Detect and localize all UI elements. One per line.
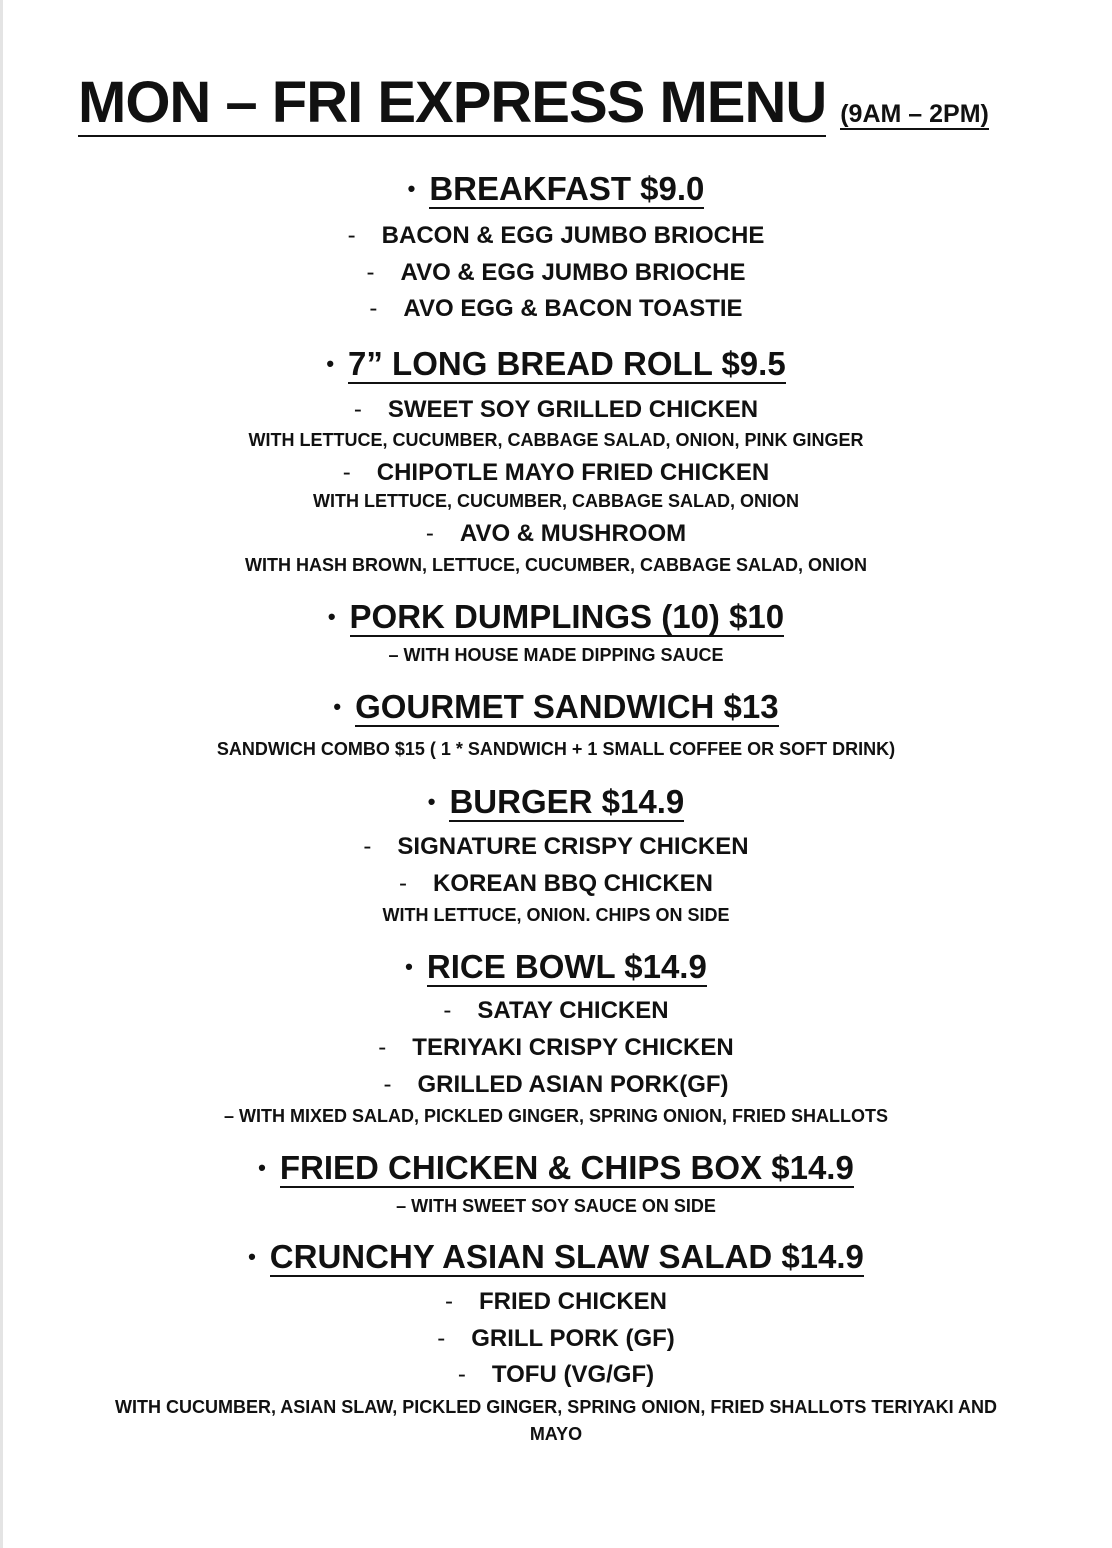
bullet-icon: • [333,694,342,719]
section-heading-rice-bowl: • RICE BOWL $14.9 [405,948,707,985]
menu-item: - FRIED CHICKEN [444,1288,667,1315]
section-heading-bread-roll: • 7” LONG BREAD ROLL $9.5 [326,345,786,382]
section-heading-slaw-salad: • CRUNCHY ASIAN SLAW SALAD $14.9 [248,1238,864,1275]
section-heading-dumplings: • PORK DUMPLINGS (10) $10 [327,598,785,635]
dash-icon: - [366,259,375,286]
menu-item: - AVO & EGG JUMBO BRIOCHE [366,259,746,286]
menu-item: - GRILLED ASIAN PORK(GF) [383,1071,729,1098]
dash-icon: - [457,1361,466,1388]
bullet-icon: • [248,1244,256,1269]
title-main: MON – FRI EXPRESS MENU [78,70,827,135]
dash-icon: - [444,1288,453,1315]
menu-item: - SATAY CHICKEN [443,997,669,1024]
section-heading-chips-box: • FRIED CHICKEN & CHIPS BOX $14.9 [258,1149,854,1186]
item-note: WITH LETTUCE, CUCUMBER, CABBAGE SALAD, ONION [313,491,799,511]
item-note: WITH CUCUMBER, ASIAN SLAW, PICKLED GINGER, SPRING ONION, FRIED SHALLOTS TERIYAKI AND [114,1397,998,1417]
bullet-icon: • [405,954,413,979]
menu-item: - TOFU (VG/GF) [457,1361,655,1388]
dash-icon: - [342,459,351,486]
menu-item: - KOREAN BBQ CHICKEN [398,870,713,897]
item-note: – WITH SWEET SOY SAUCE ON SIDE [396,1196,716,1216]
bullet-icon: • [258,1155,266,1180]
dash-icon: - [363,833,372,860]
menu-item: - GRILL PORK (GF) [437,1325,675,1352]
menu-item: - TERIYAKI CRISPY CHICKEN [378,1034,734,1061]
menu-item: - AVO EGG & BACON TOASTIE [369,295,743,322]
dash-icon: - [383,1071,392,1098]
bullet-icon: • [326,351,335,376]
menu-item: - AVO & MUSHROOM [425,520,687,547]
item-note: – WITH HOUSE MADE DIPPING SAUCE [388,645,724,665]
menu-title [78,72,989,134]
menu-item: - BACON & EGG JUMBO BRIOCHE [347,222,765,249]
dash-icon: - [443,997,452,1024]
menu-item: - SIGNATURE CRISPY CHICKEN [363,833,749,860]
bullet-icon: • [427,789,436,814]
bullet-icon: • [407,176,416,201]
dash-icon: - [353,396,362,423]
item-note: MAYO [529,1424,583,1444]
item-note: WITH HASH BROWN, LETTUCE, CUCUMBER, CABBAGE SALAD, ONION [245,555,867,575]
menu-item: - CHIPOTLE MAYO FRIED CHICKEN [342,459,770,486]
item-note: WITH LETTUCE, ONION. CHIPS ON SIDE [382,905,730,925]
dash-icon: - [369,295,378,322]
dash-icon: - [378,1034,387,1061]
section-heading-sandwich: • GOURMET SANDWICH $13 [333,688,779,725]
dash-icon: - [437,1325,446,1352]
item-note: SANDWICH COMBO $15 ( 1 * SANDWICH + 1 SMALL COFFEE OR SOFT DRINK) [216,739,896,759]
section-heading-breakfast: • BREAKFAST $9.0 [407,170,705,207]
bullet-icon: • [327,604,336,629]
dash-icon: - [398,870,407,897]
dash-icon: - [425,520,434,547]
item-note: WITH LETTUCE, CUCUMBER, CABBAGE SALAD, ONION, PINK GINGER [248,430,864,450]
title-hours: (9AM – 2PM) [840,100,989,128]
dash-icon: - [347,222,356,249]
item-note: – WITH MIXED SALAD, PICKLED GINGER, SPRING ONION, FRIED SHALLOTS [223,1106,889,1126]
menu-item: - SWEET SOY GRILLED CHICKEN [353,396,759,423]
section-heading-burger: • BURGER $14.9 [427,783,685,820]
